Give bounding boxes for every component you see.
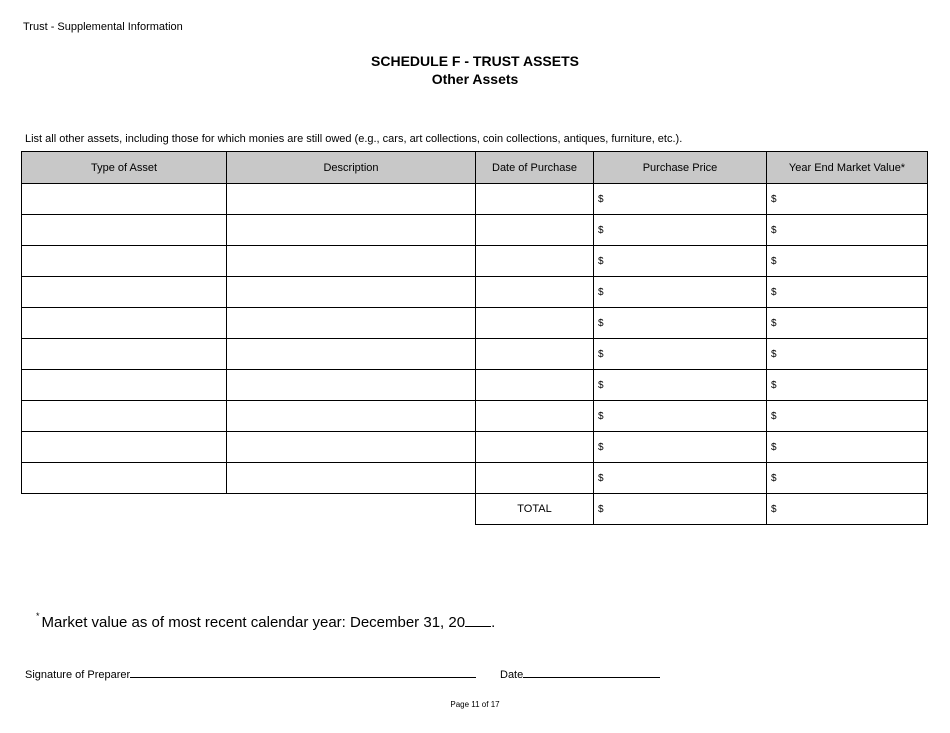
market-value-field[interactable]: $ <box>767 339 928 370</box>
market-value-field[interactable]: $ <box>767 277 928 308</box>
purchase-price-field[interactable]: $ <box>594 370 767 401</box>
table-row <box>22 215 928 246</box>
year-field[interactable] <box>465 612 491 627</box>
date-of-purchase-field[interactable] <box>476 463 594 494</box>
instruction-text: List all other assets, including those for which monies are still owed (e.g., cars, art collections, coin collections, antiques, furniture, etc.). <box>25 133 683 145</box>
total-market-value-field[interactable]: $ <box>767 494 928 525</box>
table-row <box>22 339 928 370</box>
col-header-date: Date of Purchase <box>476 152 594 184</box>
description-field[interactable] <box>227 246 476 277</box>
description-field[interactable] <box>227 339 476 370</box>
date-of-purchase-field[interactable] <box>476 215 594 246</box>
footnote-marker: * <box>36 611 40 621</box>
table-header-row <box>22 152 928 184</box>
table-row <box>22 184 928 215</box>
market-value-field[interactable]: $ <box>767 246 928 277</box>
col-header-description: Description <box>227 152 476 184</box>
type-of-asset-field[interactable] <box>22 277 227 308</box>
purchase-price-field[interactable]: $ <box>594 339 767 370</box>
type-of-asset-field[interactable] <box>22 215 227 246</box>
description-field[interactable] <box>227 432 476 463</box>
description-field[interactable] <box>227 463 476 494</box>
total-label: TOTAL <box>476 494 594 525</box>
purchase-price-field[interactable]: $ <box>594 308 767 339</box>
schedule-title: SCHEDULE F - TRUST ASSETS <box>371 53 579 69</box>
market-value-field[interactable]: $ <box>767 308 928 339</box>
table-row <box>22 401 928 432</box>
table-row <box>22 432 928 463</box>
market-value-field[interactable]: $ <box>767 370 928 401</box>
footnote-text: Market value as of most recent calendar year: December 31, 20 <box>41 614 466 631</box>
date-of-purchase-field[interactable] <box>476 184 594 215</box>
purchase-price-field[interactable]: $ <box>594 401 767 432</box>
purchase-price-field[interactable]: $ <box>594 432 767 463</box>
date-label: Date <box>500 669 524 681</box>
table-row <box>22 370 928 401</box>
table-row <box>22 246 928 277</box>
type-of-asset-field[interactable] <box>22 246 227 277</box>
description-field[interactable] <box>227 215 476 246</box>
purchase-price-field[interactable]: $ <box>594 463 767 494</box>
total-row <box>22 494 928 525</box>
form-header-label: Trust - Supplemental Information <box>23 21 183 33</box>
col-header-type: Type of Asset <box>22 152 227 184</box>
total-spacer <box>22 494 476 525</box>
description-field[interactable] <box>227 401 476 432</box>
market-value-field[interactable]: $ <box>767 184 928 215</box>
date-of-purchase-field[interactable] <box>476 246 594 277</box>
col-header-market-value: Year End Market Value* <box>767 152 928 184</box>
table-row <box>22 277 928 308</box>
date-of-purchase-field[interactable] <box>476 277 594 308</box>
preparer-signature <box>25 666 476 681</box>
date-of-purchase-field[interactable] <box>476 432 594 463</box>
total-purchase-price-field[interactable]: $ <box>594 494 767 525</box>
market-value-field[interactable]: $ <box>767 463 928 494</box>
assets-table <box>21 151 928 525</box>
market-value-field[interactable]: $ <box>767 432 928 463</box>
description-field[interactable] <box>227 277 476 308</box>
date-of-purchase-field[interactable] <box>476 339 594 370</box>
table-row <box>22 308 928 339</box>
type-of-asset-field[interactable] <box>22 432 227 463</box>
market-value-field[interactable]: $ <box>767 401 928 432</box>
description-field[interactable] <box>227 370 476 401</box>
date-of-purchase-field[interactable] <box>476 401 594 432</box>
purchase-price-field[interactable]: $ <box>594 246 767 277</box>
page-number: Page 11 of 17 <box>450 700 500 709</box>
table-row <box>22 463 928 494</box>
footnote-end: . <box>491 614 496 631</box>
type-of-asset-field[interactable] <box>22 463 227 494</box>
date-of-purchase-field[interactable] <box>476 308 594 339</box>
preparer-signature-field[interactable] <box>130 666 476 678</box>
preparer-signature-label: Signature of Preparer <box>25 669 131 681</box>
purchase-price-field[interactable]: $ <box>594 215 767 246</box>
date-signature <box>500 666 660 681</box>
description-field[interactable] <box>227 184 476 215</box>
purchase-price-field[interactable]: $ <box>594 184 767 215</box>
schedule-subtitle: Other Assets <box>431 71 519 87</box>
type-of-asset-field[interactable] <box>22 339 227 370</box>
date-of-purchase-field[interactable] <box>476 370 594 401</box>
type-of-asset-field[interactable] <box>22 184 227 215</box>
date-field[interactable] <box>523 666 660 678</box>
purchase-price-field[interactable]: $ <box>594 277 767 308</box>
col-header-price: Purchase Price <box>594 152 767 184</box>
type-of-asset-field[interactable] <box>22 401 227 432</box>
market-value-footnote <box>36 612 495 631</box>
type-of-asset-field[interactable] <box>22 370 227 401</box>
description-field[interactable] <box>227 308 476 339</box>
market-value-field[interactable]: $ <box>767 215 928 246</box>
type-of-asset-field[interactable] <box>22 308 227 339</box>
